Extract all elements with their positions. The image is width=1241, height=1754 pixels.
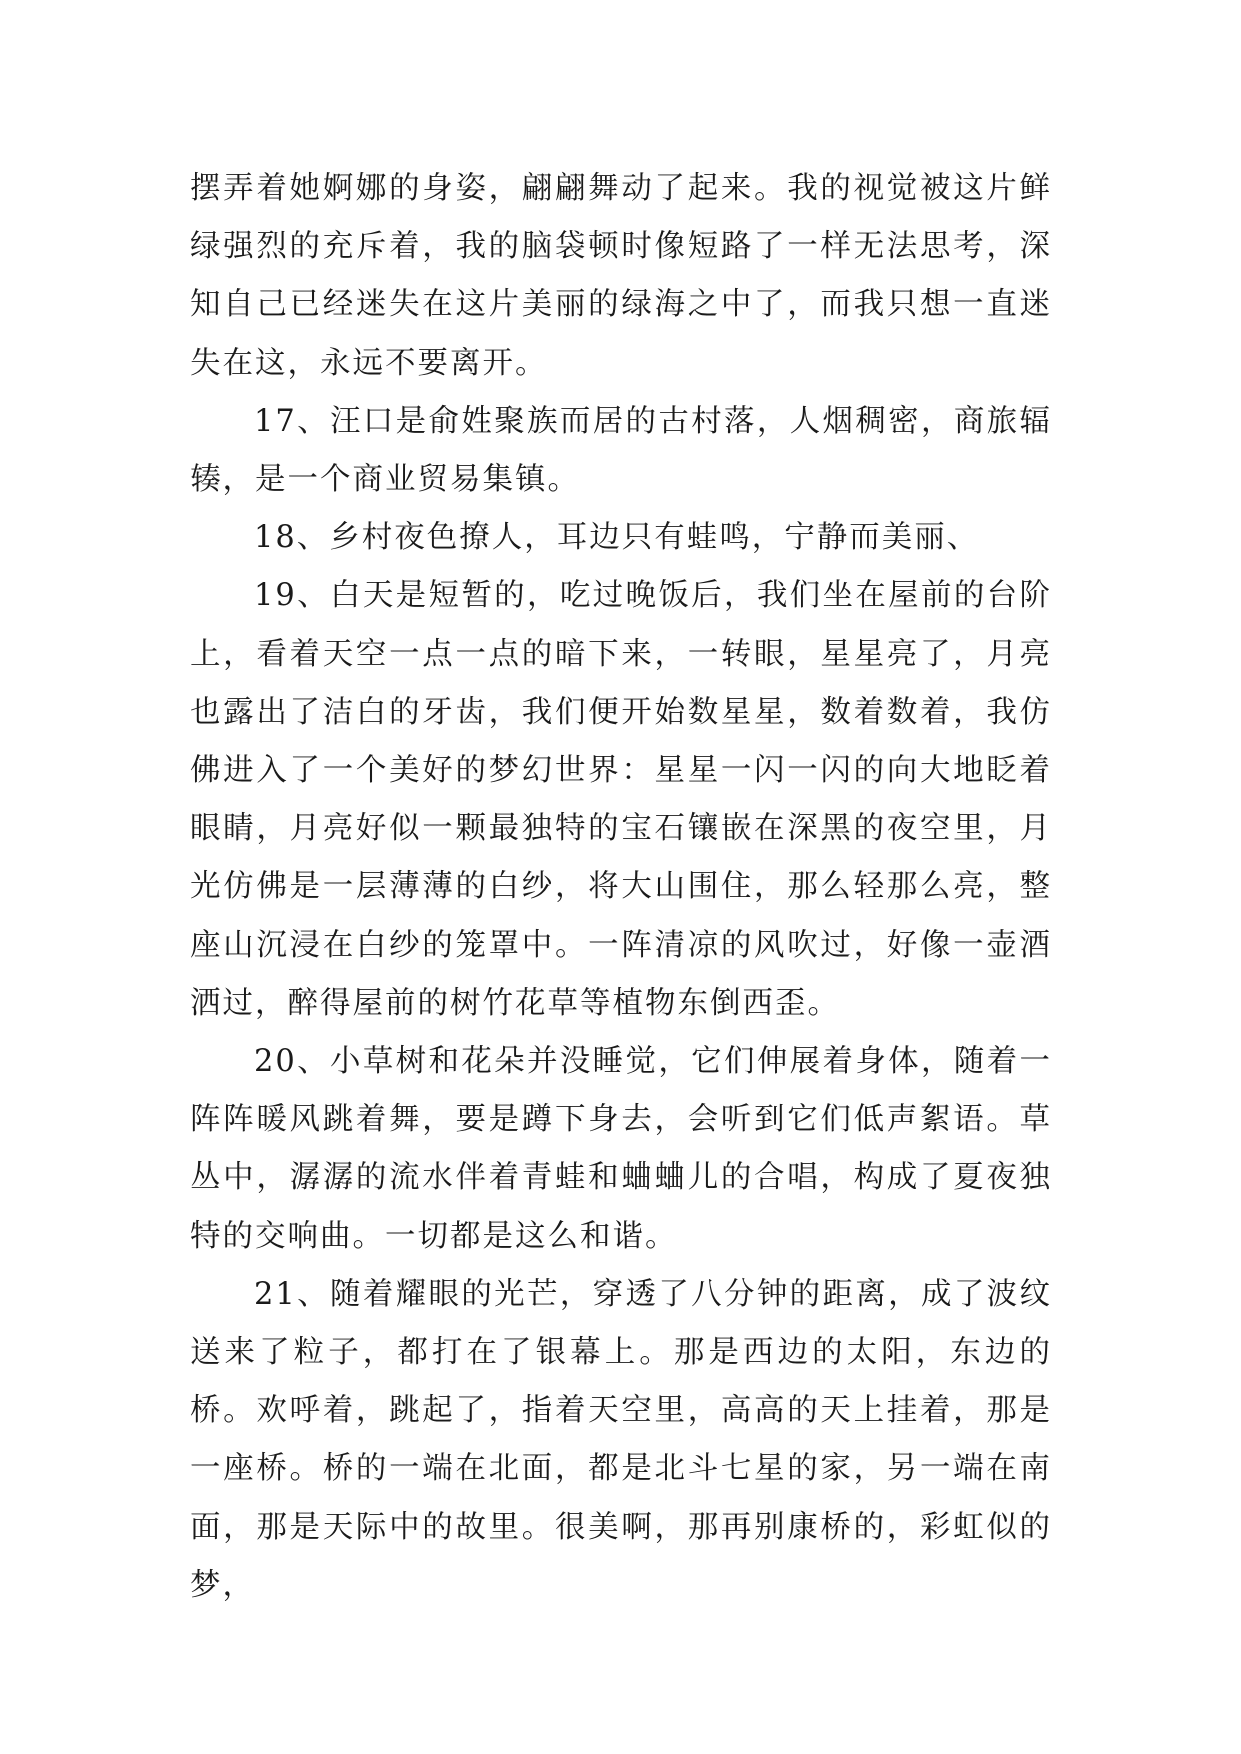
paragraph-19: 19、白天是短暂的，吃过晚饭后，我们坐在屋前的台阶上，看着天空一点一点的暗下来，一转眼，星星亮了，月亮也露出了洁白的牙齿，我们便开始数星星，数着数着，我仿佛进入了一个美好的梦幻世界：星星一闪一闪的向大地眨着眼睛，月亮好似一颗最独特的宝石镶嵌在深黑的夜空里，月光仿佛是一层薄薄的白纱，将大山围住，那么轻那么亮，整座山沉浸在白纱的笼罩中。一阵清凉的风吹过，好像一壶酒洒过，醉得屋前的树竹花草等植物东倒西歪。 bbox=[190, 578, 1052, 1021]
document-page bbox=[190, 160, 1052, 1615]
paragraph-continuation: 摆弄着她婀娜的身姿，翩翩舞动了起来。我的视觉被这片鲜绿强烈的充斥着，我的脑袋顿时像短路了一样无法思考，深知自己已经迷失在这片美丽的绿海之中了，而我只想一直迷失在这，永远不要离开。 bbox=[190, 171, 1052, 381]
paragraph-20: 20、小草树和花朵并没睡觉，它们伸展着身体，随着一阵阵暖风跳着舞，要是蹲下身去，会听到它们低声絮语。草丛中，潺潺的流水伴着青蛙和蛐蛐儿的合唱，构成了夏夜独特的交响曲。一切都是这么和谐。 bbox=[190, 1044, 1052, 1254]
paragraph-21: 21、随着耀眼的光芒，穿透了八分钟的距离，成了波纹送来了粒子，都打在了银幕上。那是西边的太阳，东边的桥。欢呼着，跳起了，指着天空里，高高的天上挂着，那是一座桥。桥的一端在北面，都是北斗七星的家，另一端在南面，那是天际中的故里。很美啊，那再别康桥的，彩虹似的梦， bbox=[190, 1276, 1052, 1603]
paragraph-18: 18、乡村夜色撩人，耳边只有蛙鸣，宁静而美丽、 bbox=[254, 520, 980, 556]
paragraph-17: 17、汪口是俞姓聚族而居的古村落，人烟稠密，商旅辐辏，是一个商业贸易集镇。 bbox=[190, 403, 1052, 498]
